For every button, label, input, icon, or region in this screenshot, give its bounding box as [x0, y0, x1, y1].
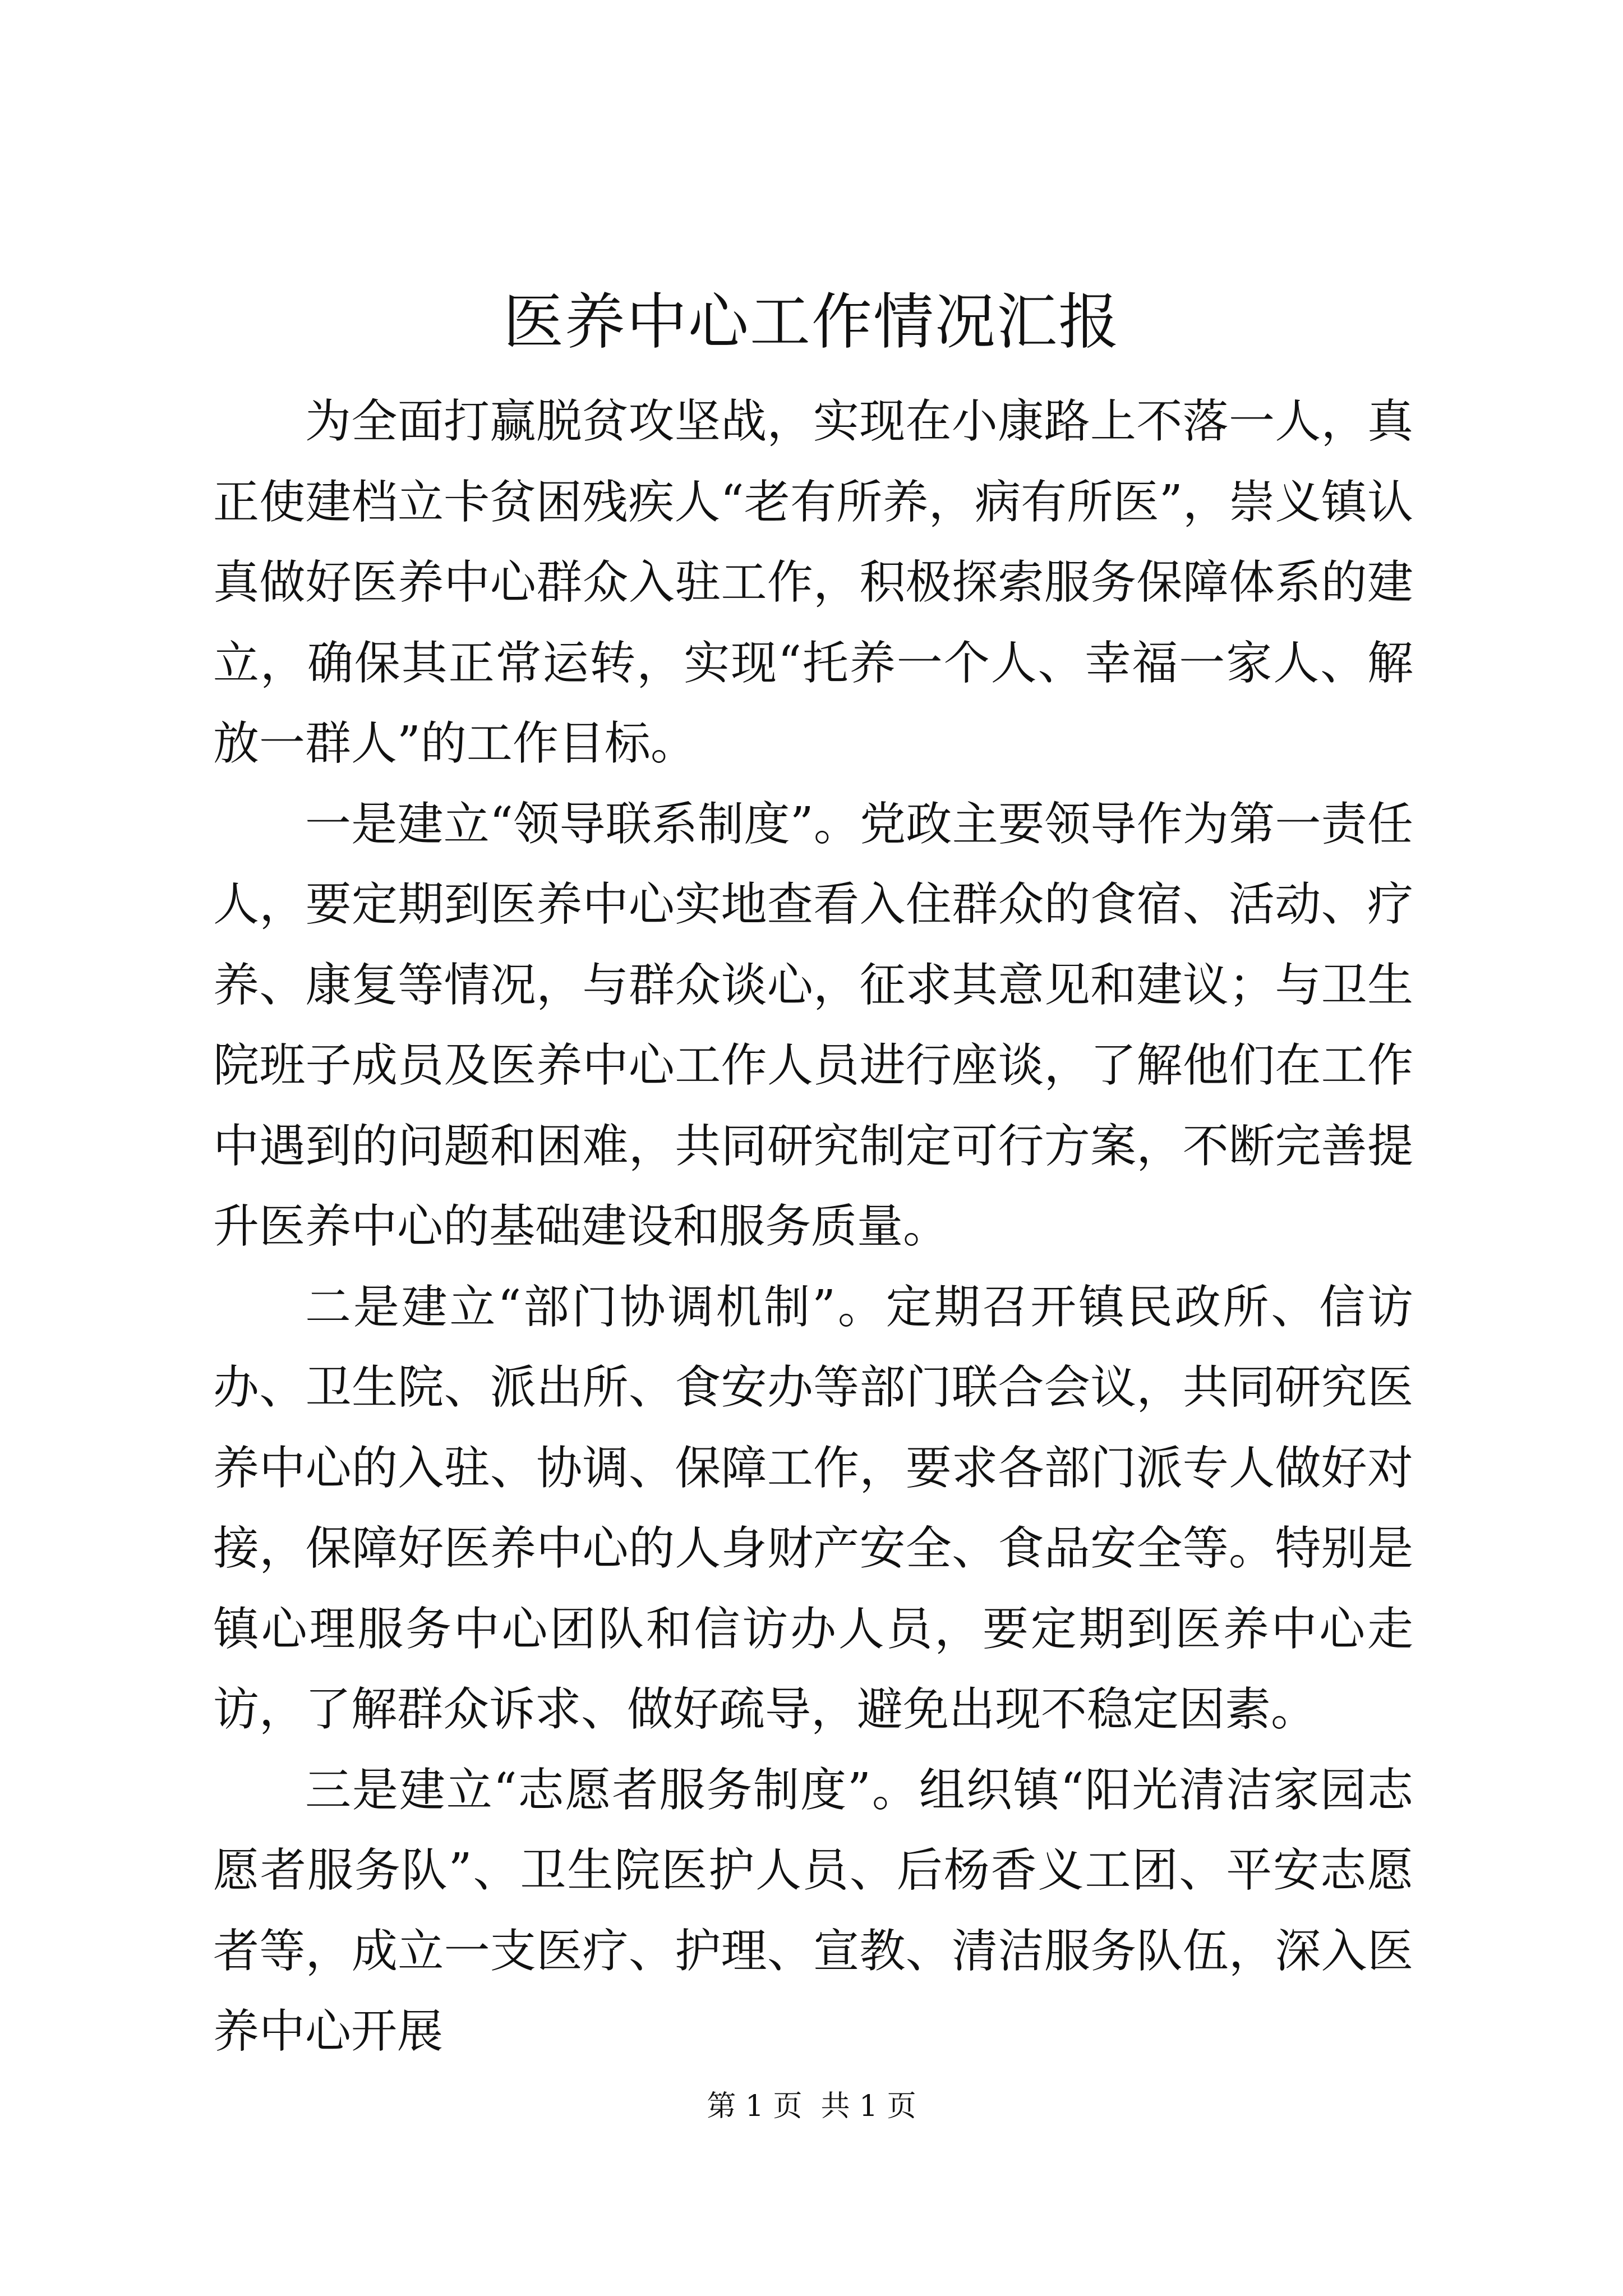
paragraph-department-coordination: 二是建立“部门协调机制”。定期召开镇民政所、信访办、卫生院、派出所、食安办等部门联合会议，共同研究医养中心的入驻、协调、保障工作，要求各部门派专人做好对接，保障好医养中心的人身财产安全、食品安全等。特别是镇心理服务中心团队和信访办人员，要定期到医养中心走访，了解群众诉求、做好疏导，避免出现不稳定因素。: [213, 1280, 1413, 1736]
intro-paragraph: 为全面打赢脱贫攻坚战，实现在小康路上不落一人，真正使建档立卡贫困残疾人“老有所养，病有所医”，崇义镇认真做好医养中心群众入驻工作，积极探索服务保障体系的建立，确保其正常运转，实现“托养一个人、幸福一家人、解放一群人”的工作目标。: [213, 395, 1413, 770]
document-title: 医养中心工作情况汇报: [502, 287, 1120, 357]
page-footer: 第 1 页 共 1 页: [707, 2090, 916, 2123]
paragraph-volunteer-service: 三是建立“志愿者服务制度”。组织镇“阳光清洁家园志愿者服务队”、卫生院医护人员、后杨香义工团、平安志愿者等，成立一支医疗、护理、宣教、清洁服务队伍，深入医养中心开展: [213, 1763, 1413, 2058]
document-body: [213, 381, 1413, 2072]
paragraph-leadership-system: 一是建立“领导联系制度”。党政主要领导作为第一责任人，要定期到医养中心实地查看入住群众的食宿、活动、疗养、康复等情况，与群众谈心，征求其意见和建议；与卫生院班子成员及医养中心工作人员进行座谈，了解他们在工作中遇到的问题和困难，共同研究制定可行方案，不断完善提升医养中心的基础建设和服务质量。: [213, 797, 1413, 1253]
